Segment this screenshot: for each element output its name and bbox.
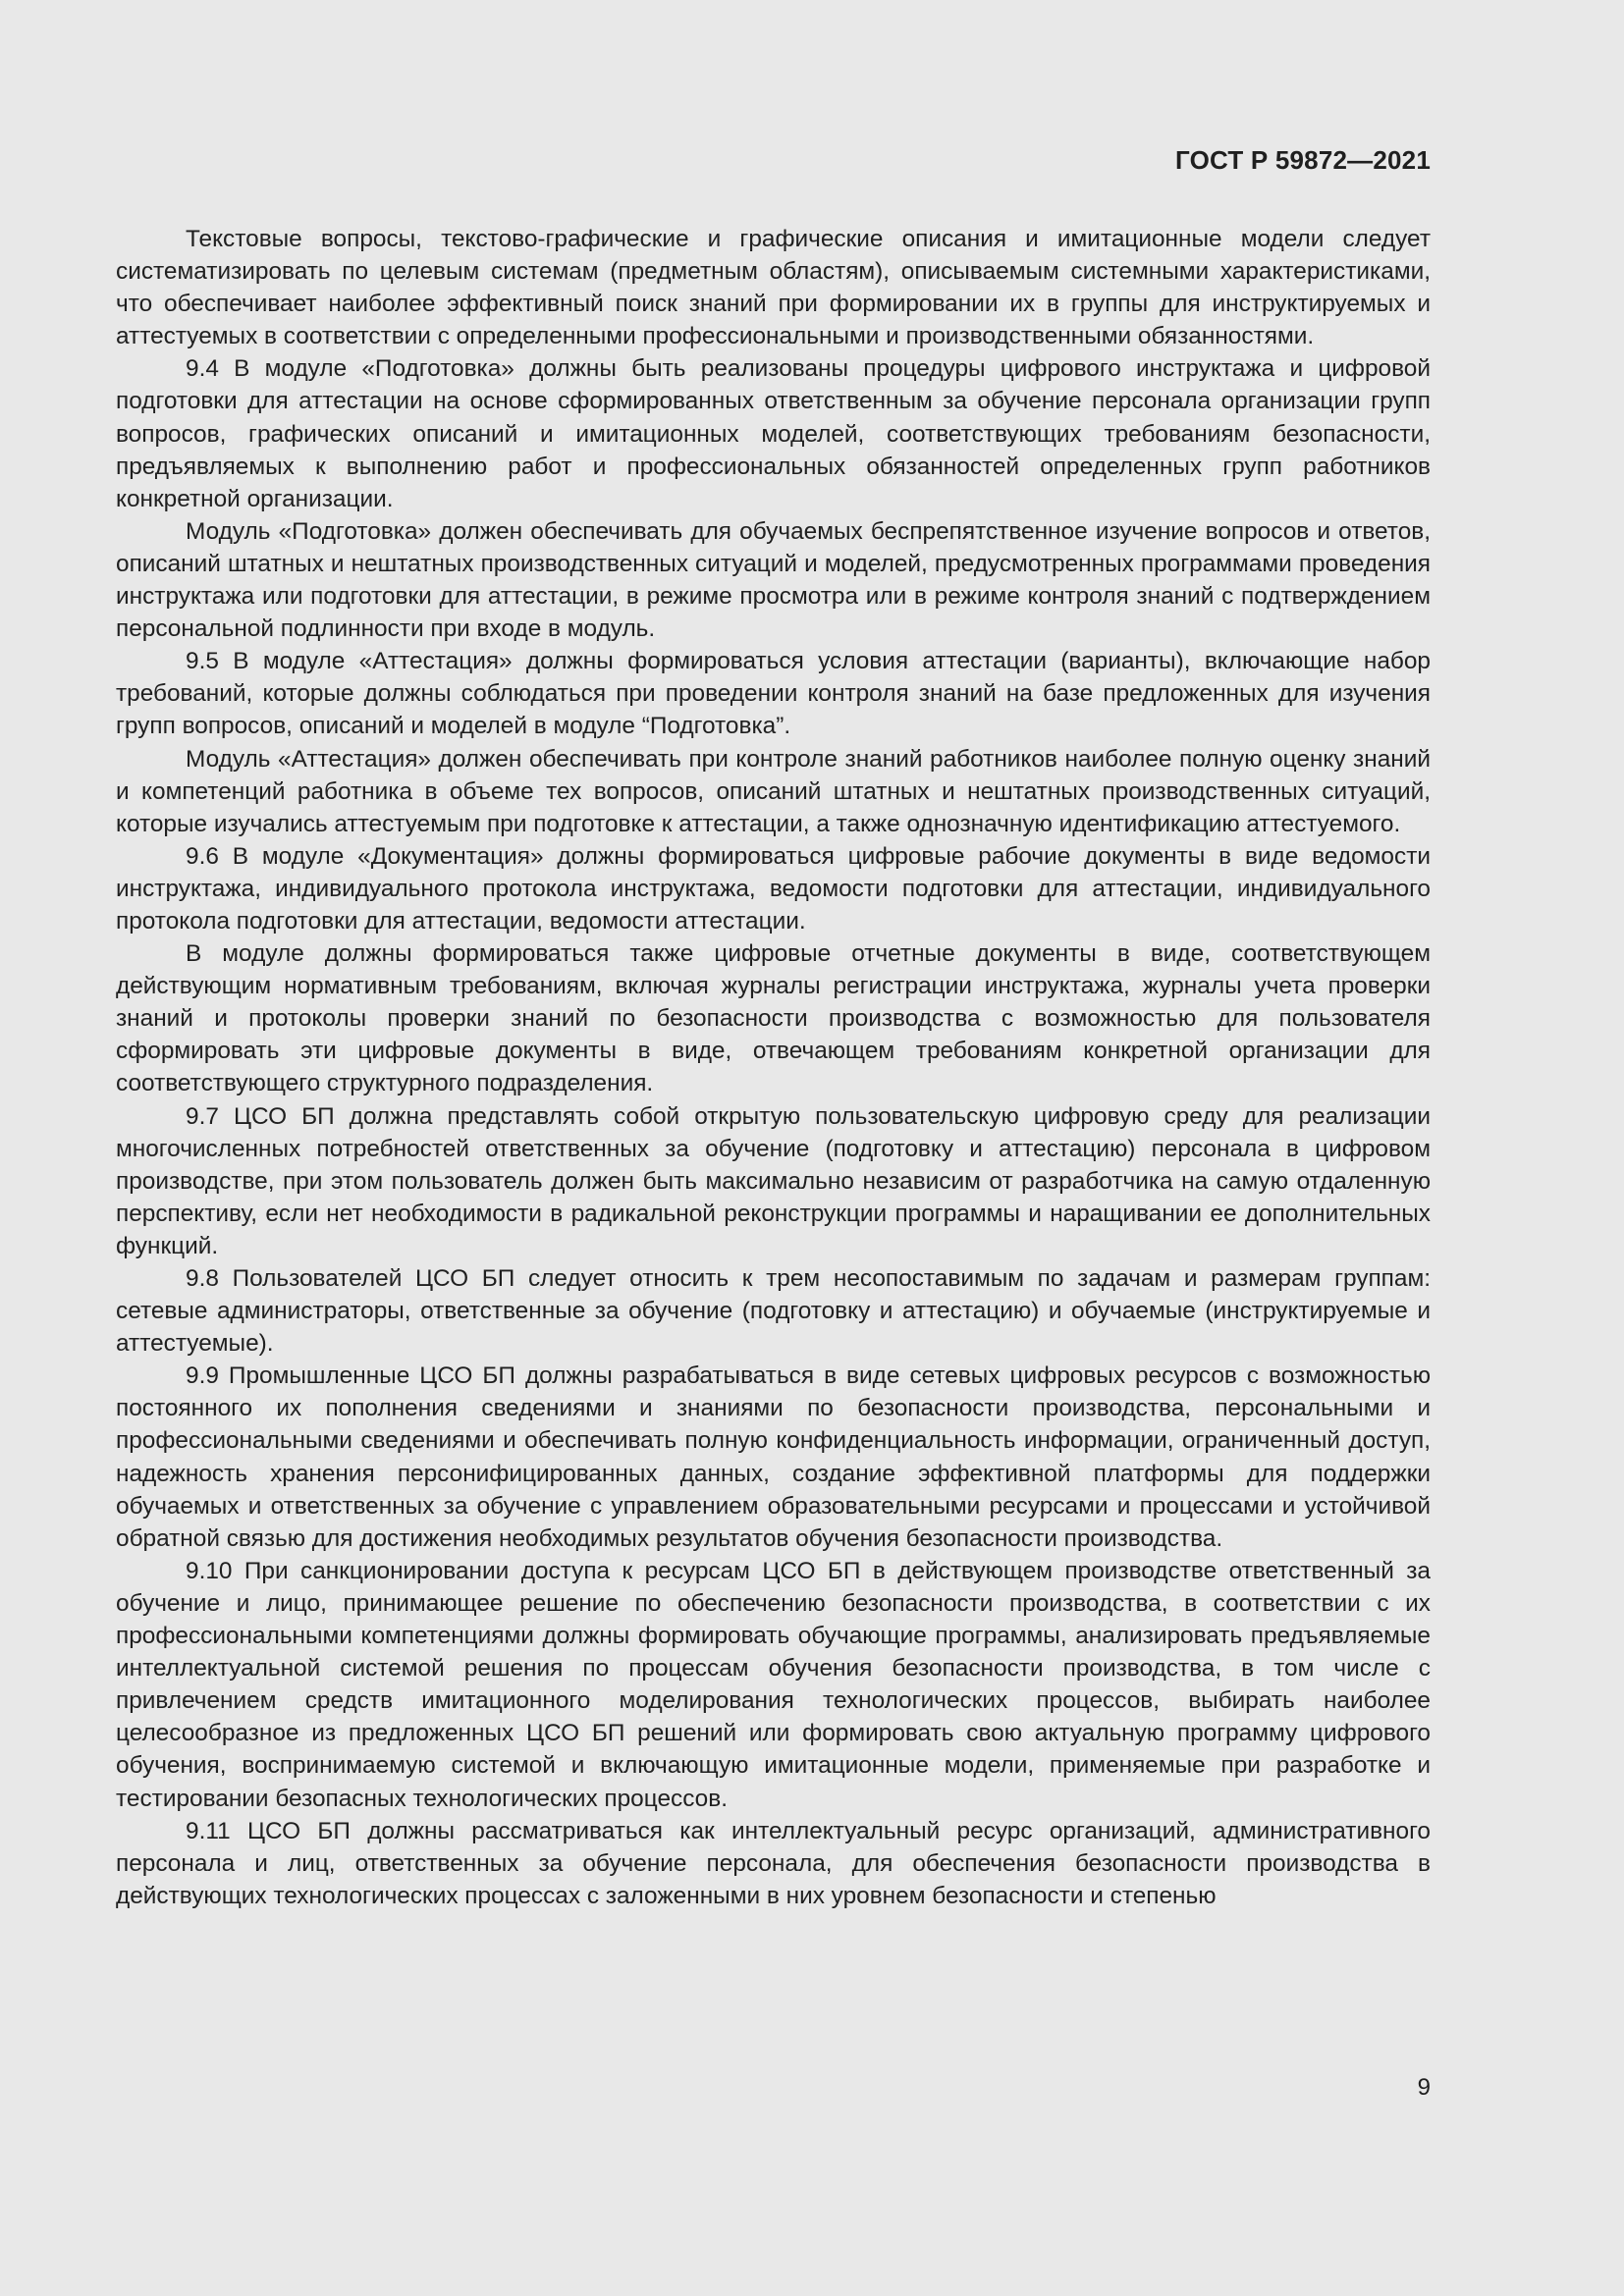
document-body [116,223,1431,1912]
paragraph: 9.7 ЦСО БП должна представлять собой открытую пользовательскую цифровую среду для реализации многочисленных потребностей ответственных за обучение (подготовку и аттестацию) персонала в цифровом производстве, при этом пользователь должен быть максимально независим от разработчика на самую отдаленную перспективу, если нет необходимости в радикальной реконструкции программы и наращивании ее дополнительных функций. [116,1102,1431,1259]
paragraph: 9.4 В модуле «Подготовка» должны быть реализованы процедуры цифрового инструктажа и цифровой подготовки для аттестации на основе сформированных ответственным за обучение персонала организации групп вопросов, графических описаний и имитационных моделей, соответствующих требованиям безопасности, предъявляемых к выполнению работ и профессиональных обязанностей определенных групп работников конкретной организации. [116,355,1431,512]
paragraph: Модуль «Аттестация» должен обеспечивать при контроле знаний работников наиболее полную оценку знаний и компетенций работника в объеме тех вопросов, описаний штатных и нештатных производственных ситуаций, которые изучались аттестуемым при подготовке к аттестации, а также однозначную идентификацию аттестуемого. [116,745,1431,837]
paragraph: 9.8 Пользователей ЦСО БП следует относить к трем несопоставимым по задачам и размерам группам: сетевые администраторы, ответственные за обучение (подготовку и аттестацию) и обучаемые (инструктируемые и аттестуемые). [116,1265,1431,1358]
paragraph: 9.6 В модуле «Документация» должны формироваться цифровые рабочие документы в виде ведомости инструктажа, индивидуального протокола инструктажа, ведомости подготовки для аттестации, индивидуального протокола подготовки для аттестации, ведомости аттестации. [116,842,1431,934]
paragraph: 9.5 В модуле «Аттестация» должны формироваться условия аттестации (варианты), включающие набор требований, которые должны соблюдаться при проведении контроля знаний на базе предложенных для изучения групп вопросов, описаний и моделей в модуле “Подготовка”. [116,648,1431,740]
paragraph: Модуль «Подготовка» должен обеспечивать для обучаемых беспрепятственное изучение вопросов и ответов, описаний штатных и нештатных производственных ситуаций и моделей, предусмотренных программами проведения инструктажа или подготовки для аттестации, в режиме просмотра или в режиме контроля знаний с подтверждением персональной подлинности при входе в модуль. [116,517,1431,643]
page-number: 9 [1417,2074,1431,2101]
paragraph: Текстовые вопросы, текстово-графические и графические описания и имитационные модели следует систематизировать по целевым системам (предметным областям), описываемым системными характеристиками, что обеспечивает наиболее эффективный поиск знаний при формировании их в группы для инструктируемых и аттестуемых в соответствии с определенными профессиональными и производственными обязанностями. [116,226,1431,350]
paragraph: 9.9 Промышленные ЦСО БП должны разрабатываться в виде сетевых цифровых ресурсов с возможностью постоянного их пополнения сведениями и знаниями по безопасности производства, персональными и профессиональными сведениями и обеспечивать полную конфиденциальность информации, ограниченный доступ, надежность хранения персонифицированных данных, создание эффективной платформы для поддержки обучаемых и ответственных за обучение с управлением образовательными ресурсами и процессами и устойчивой обратной связью для достижения необходимых результатов обучения безопасности производства. [116,1362,1431,1552]
paragraph: 9.11 ЦСО БП должны рассматриваться как интеллектуальный ресурс организаций, административного персонала и лиц, ответственных за обучение персонала, для обеспечения безопасности производства в действующих технологических процессах с заложенными в них уровнем безопасности и степенью [116,1817,1431,1909]
paragraph: 9.10 При санкционировании доступа к ресурсам ЦСО БП в действующем производстве ответственный за обучение и лицо, принимающее решение по обеспечению безопасности производства, в соответствии с их профессиональными компетенциями должны формировать обучающие программы, анализировать предъявляемые интеллектуальной системой решения по процессам обучения безопасности производства, в том числе с привлечением средств имитационного моделирования технологических процессов, выбирать наиболее целесообразное из предложенных ЦСО БП решений или формировать свою актуальную программу цифрового обучения, воспринимаемую системой и включающую имитационные модели, применяемые при разработке и тестировании безопасных технологических процессов. [116,1557,1431,1812]
document-header: ГОСТ Р 59872—2021 [1175,145,1431,175]
paragraph: В модуле должны формироваться также цифровые отчетные документы в виде, соответствующем действующим нормативным требованиям, включая журналы регистрации инструктажа, журналы учета проверки знаний и протоколы проверки знаний по безопасности производства с возможностью для пользователя сформировать эти цифровые документы в виде, отвечающем требованиям конкретной организации для соответствующего структурного подразделения. [116,940,1431,1097]
